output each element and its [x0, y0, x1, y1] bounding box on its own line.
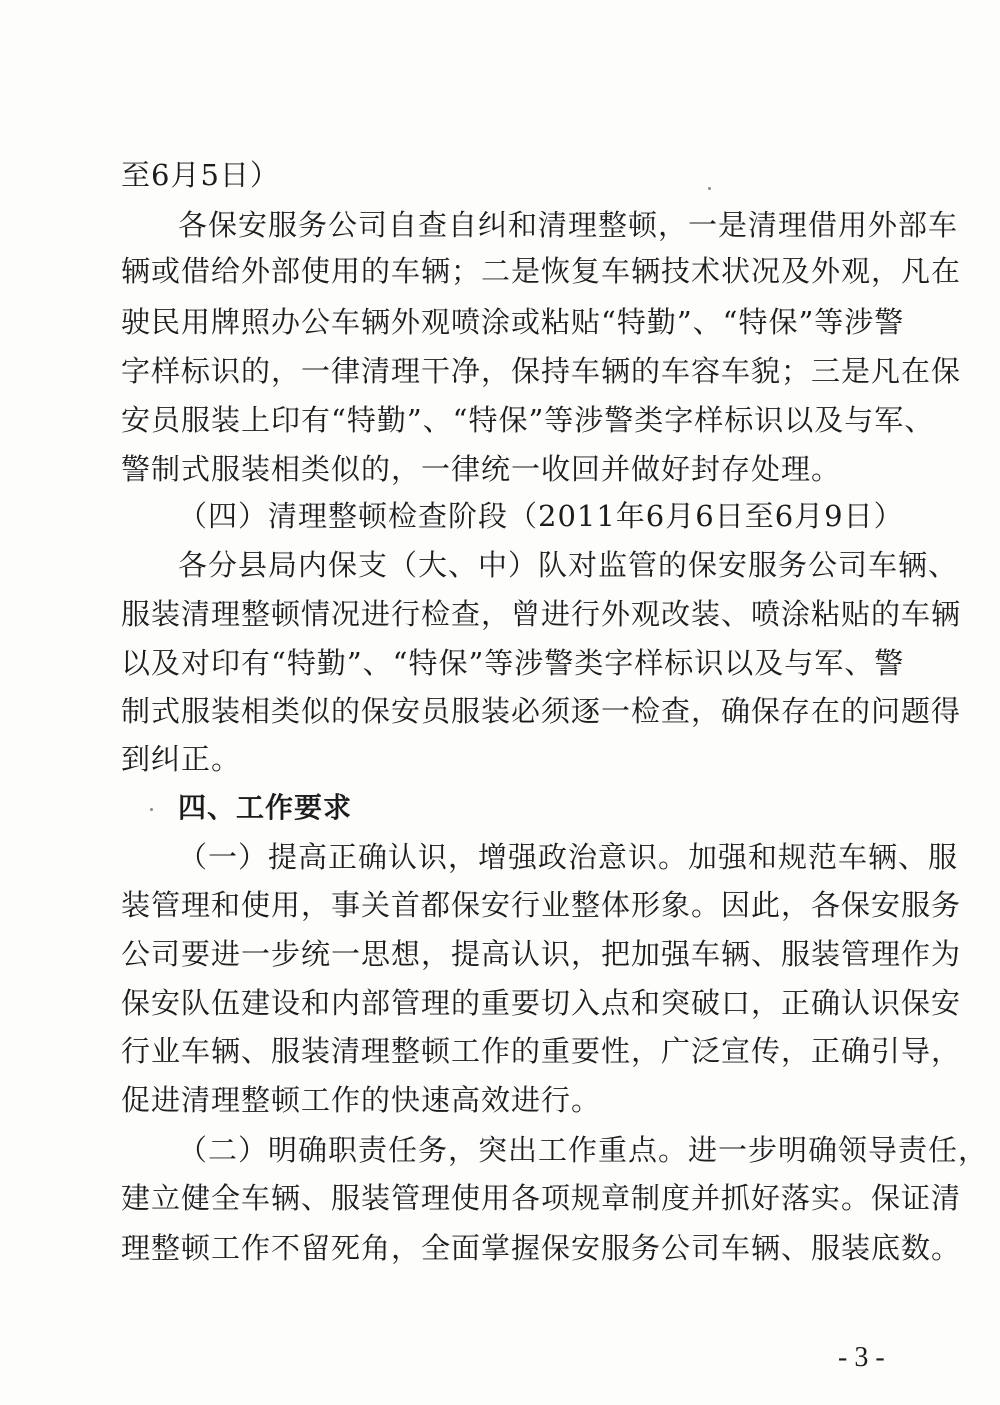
- text-line: 公司要进一步统一思想，提高认识，把加强车辆、服装管理作为: [121, 937, 962, 971]
- text-line: 至6月5日）: [121, 158, 280, 192]
- scan-speck: [150, 808, 153, 811]
- text-line: 制式服装相类似的保安员服装必须逐一检查，确保存在的问题得: [121, 694, 962, 728]
- text-line: 驶民用牌照办公车辆外观喷涂或粘贴“特勤”、“特保”等涉警: [121, 305, 905, 339]
- text-line: 保安队伍建设和内部管理的重要切入点和突破口，正确认识保安: [121, 986, 962, 1020]
- text-line: 安员服装上印有“特勤”、“特保”等涉警类字样标识以及与军、: [121, 403, 935, 437]
- text-line: （一）提高正确认识，增强政治意识。加强和规范车辆、服: [178, 840, 959, 874]
- section-heading: 四、工作要求: [178, 791, 353, 824]
- text-line: （二）明确职责任务，突出工作重点。进一步明确领导责任，: [178, 1133, 989, 1167]
- scan-speck: [708, 187, 711, 190]
- text-line: 装管理和使用，事关首都保安行业整体形象。因此，各保安服务: [121, 888, 962, 922]
- text-line: 辆或借给外部使用的车辆；二是恢复车辆技术状况及外观，凡在: [121, 254, 962, 288]
- text-line: 字样标识的，一律清理干净，保持车辆的车容车貌；三是凡在保: [121, 354, 962, 388]
- text-line: 建立健全车辆、服装管理使用各项规章制度并抓好落实。保证清: [121, 1181, 962, 1215]
- text-line: 服装清理整顿情况进行检查，曾进行外观改装、喷涂粘贴的车辆: [121, 597, 962, 631]
- text-line: 警制式服装相类似的，一律统一收回并做好封存处理。: [121, 452, 842, 486]
- text-line: 理整顿工作不留死角，全面掌握保安服务公司车辆、服装底数。: [121, 1231, 962, 1265]
- text-line: 以及对印有“特勤”、“特保”等涉警类字样标识以及与军、警: [121, 646, 905, 680]
- text-line: 各分县局内保支（大、中）队对监管的保安服务公司车辆、: [178, 548, 959, 582]
- text-line: 行业车辆、服装清理整顿工作的重要性，广泛宣传，正确引导，: [121, 1034, 962, 1068]
- text-line: 各保安服务公司自查自纠和清理整顿，一是清理借用外部车: [178, 208, 959, 242]
- text-line: 促进清理整顿工作的快速高效进行。: [121, 1083, 602, 1117]
- text-line: 到纠正。: [121, 742, 242, 776]
- page-number: - 3 -: [838, 1342, 885, 1373]
- section-subheading: （四）清理整顿检查阶段（2011年6月6日至6月9日）: [178, 499, 904, 533]
